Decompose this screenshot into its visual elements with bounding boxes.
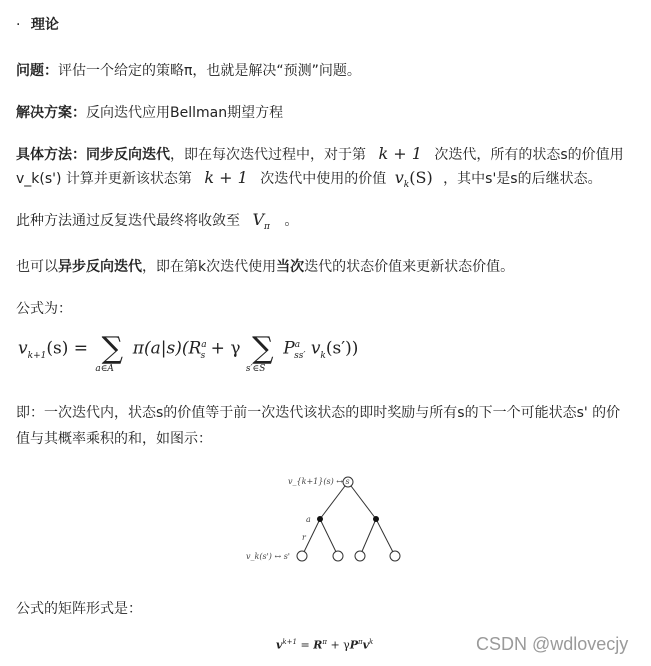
async-line	[16, 256, 514, 276]
action-node-right	[373, 516, 379, 522]
diagram-top-label: v_{k+1}(s) ↔ s	[288, 477, 350, 486]
diagram-r-label: r	[302, 533, 306, 542]
async-bold-2: 当次	[276, 259, 305, 275]
method-label: 具体方法：	[16, 147, 86, 163]
method-bold: 同步反向迭代	[86, 147, 170, 163]
state-node-3	[355, 551, 365, 561]
v-pi-math: $V_\pi$	[252, 210, 270, 233]
async-text-3: 迭代的状态价值来更新状态价值。	[304, 259, 515, 275]
method-line2-start: v_k(s') 计算并更新该状态第	[16, 171, 192, 187]
converge-text: 此种方法通过反复迭代最终将收敛至	[16, 213, 240, 229]
watermark: CSDN @wdlovecjy	[476, 634, 629, 654]
formula-label: 公式为：	[16, 301, 72, 317]
method-text-1: ，即在每次迭代过程中，对于第	[170, 147, 366, 163]
method-text-2: 次迭代，所有的状态s的价值用	[434, 147, 624, 163]
converge-line	[16, 210, 298, 232]
edge-root-right	[348, 482, 376, 519]
converge-end: 。	[284, 213, 299, 229]
diagram-a-label: a	[306, 515, 311, 524]
solution-line	[16, 102, 283, 122]
vk-S-math: $v_k(S)$	[394, 168, 433, 191]
solution-label: 解决方案：	[16, 105, 86, 121]
method-line-1	[16, 144, 624, 164]
bullet: ·	[16, 17, 21, 33]
action-node-left	[317, 516, 323, 522]
method-line-2	[16, 168, 602, 190]
async-bold-1: 异步反向迭代	[58, 259, 142, 275]
state-node-4	[390, 551, 400, 561]
explain-line-2: 值与其概率乘积的和，如图示：	[16, 431, 212, 447]
sum-s: ∑ s′∈S	[245, 331, 274, 374]
problem-text: 评估一个给定的策略π，也就是解决“预测”问题。	[58, 63, 361, 79]
async-text-1: 也可以	[16, 259, 58, 275]
async-text-2: ，即在第k次迭代使用	[142, 259, 277, 275]
backup-diagram	[240, 470, 420, 570]
method-text-4: ，其中s'是s的后继状态。	[443, 171, 602, 187]
k-plus-1-math-2: k + 1	[204, 168, 248, 187]
matrix-label: 公式的矩阵形式是：	[16, 601, 142, 617]
problem-line	[16, 60, 361, 80]
section-heading	[16, 14, 59, 34]
edge-left-2	[320, 519, 338, 556]
matrix-formula: $v^{k+1} = R^\pi + \gamma P^\pi v^k$	[276, 638, 374, 652]
method-text-3: 次迭代中使用的价值	[260, 171, 387, 187]
diagram-bottom-label: v_k(s') ↔ s'	[246, 552, 291, 561]
state-node-1	[297, 551, 307, 561]
problem-label: 问题：	[16, 63, 58, 79]
heading-title: 理论	[30, 17, 59, 33]
explain-line-1: 即：一次迭代内，状态s的价值等于前一次迭代该状态的即时奖励与所有s的下一个可能状态s' 的价	[16, 405, 621, 421]
edge-right-1	[360, 519, 376, 556]
solution-text: 反向迭代应用Bellman期望方程	[86, 105, 284, 121]
k-plus-1-math: k + 1	[378, 144, 422, 163]
sum-a: ∑ a∈A	[95, 331, 124, 374]
edge-root-left	[320, 482, 348, 519]
bellman-formula: $v_{k+1}(s)$ = ∑ a∈A $\pi(a|s)(R^a_s + \gamma$ ∑ s′∈S $P^a_{ss'}$ $v_k(s')$)	[18, 331, 359, 374]
state-node-2	[333, 551, 343, 561]
edge-right-2	[376, 519, 395, 556]
